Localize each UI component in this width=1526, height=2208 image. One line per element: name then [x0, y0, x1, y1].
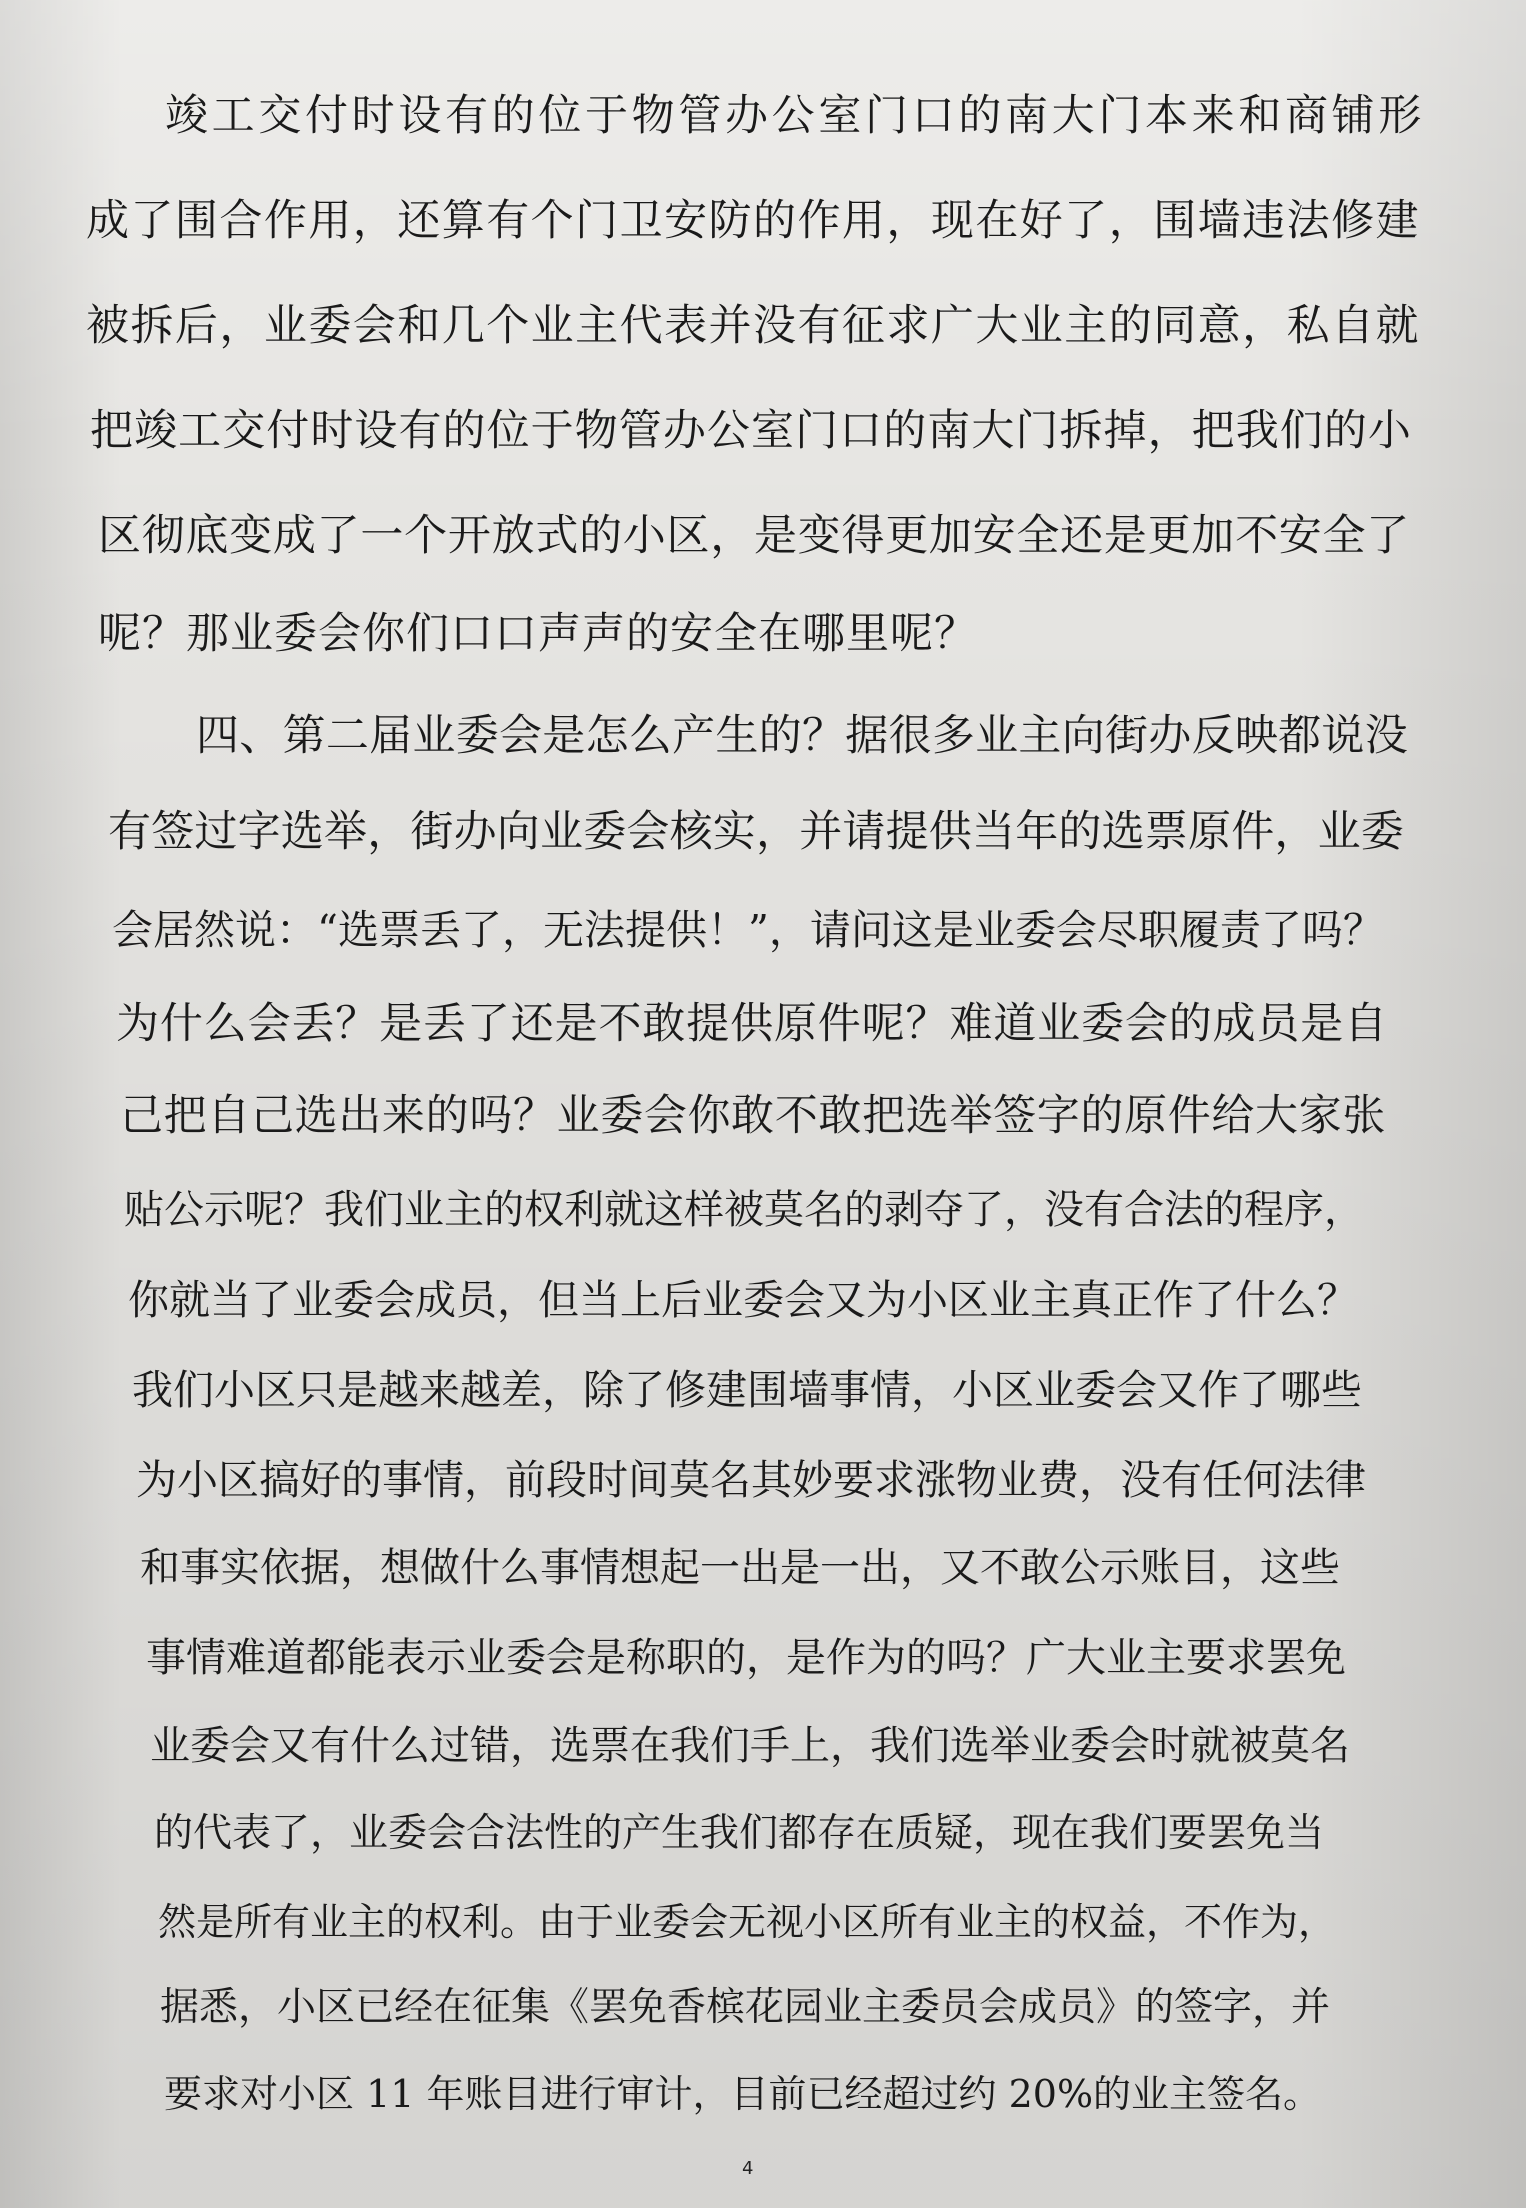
text-line: 然是所有业主的权利。由于业委会无视小区所有业主的权益，不作为， [158, 1900, 1337, 1944]
text-line: 会居然说：“选票丢了，无法提供！”，请问这是业委会尽职履责了吗？ [112, 906, 1384, 954]
text-line: 的代表了，业委会合法性的产生我们都存在质疑，现在我们要罢免当 [154, 1811, 1325, 1856]
text-line: 业委会又有什么过错，选票在我们手上，我们选举业委会时就被莫名 [150, 1723, 1350, 1769]
text-line: 据悉，小区已经在征集《罢免香槟花园业主委员会成员》的签字，并 [160, 1985, 1331, 2030]
text-line: 你就当了业委会成员，但当上后业委会又为小区业主真正作了什么？ [128, 1276, 1358, 1324]
text-line: 竣工交付时设有的位于物管办公室门口的南大门本来和商铺形 [165, 91, 1425, 141]
text-line: 为什么会丢？是丢了还是不敢提供原件呢？难道业委会的成员是自 [116, 999, 1388, 1049]
text-line: 区彻底变成了一个开放式的小区，是变得更加安全还是更加不安全了 [98, 511, 1410, 561]
text-line: 事情难道都能表示业委会是称职的，是作为的吗？广大业主要求罢免 [146, 1635, 1346, 1681]
page-number: 4 [742, 2158, 754, 2179]
text-line: 四、第二届业委会是怎么产生的？据很多业主向街办反映都说没 [196, 711, 1408, 761]
text-line: 被拆后，业委会和几个业主代表并没有征求广大业主的同意，私自就 [86, 301, 1420, 351]
text-line: 己把自己选出来的吗？业委会你敢不敢把选举签字的原件给大家张 [120, 1091, 1386, 1141]
text-line: 呢？那业委会你们口口声声的安全在哪里呢？ [98, 609, 978, 659]
text-line: 我们小区只是越来越差，除了修建围墙事情，小区业委会又作了哪些 [132, 1366, 1362, 1414]
text-line: 把竣工交付时设有的位于物管办公室门口的南大门拆掉，把我们的小 [90, 406, 1412, 456]
text-line: 成了围合作用，还算有个门卫安防的作用，现在好了，围墙违法修建 [86, 196, 1420, 246]
text-line: 要求对小区 11 年账目进行审计，目前已经超过约 20%的业主签名。 [164, 2072, 1322, 2116]
text-line: 贴公示呢？我们业主的权利就这样被莫名的剥夺了，没有合法的程序， [124, 1187, 1364, 1233]
text-line: 有签过字选举，街办向业委会核实，并请提供当年的选票原件，业委 [108, 807, 1404, 857]
text-line: 和事实依据，想做什么事情想起一出是一出，又不敢公示账目，这些 [140, 1545, 1340, 1591]
text-line: 为小区搞好的事情，前段时间莫名其妙要求涨物业费，没有任何法律 [136, 1456, 1366, 1504]
